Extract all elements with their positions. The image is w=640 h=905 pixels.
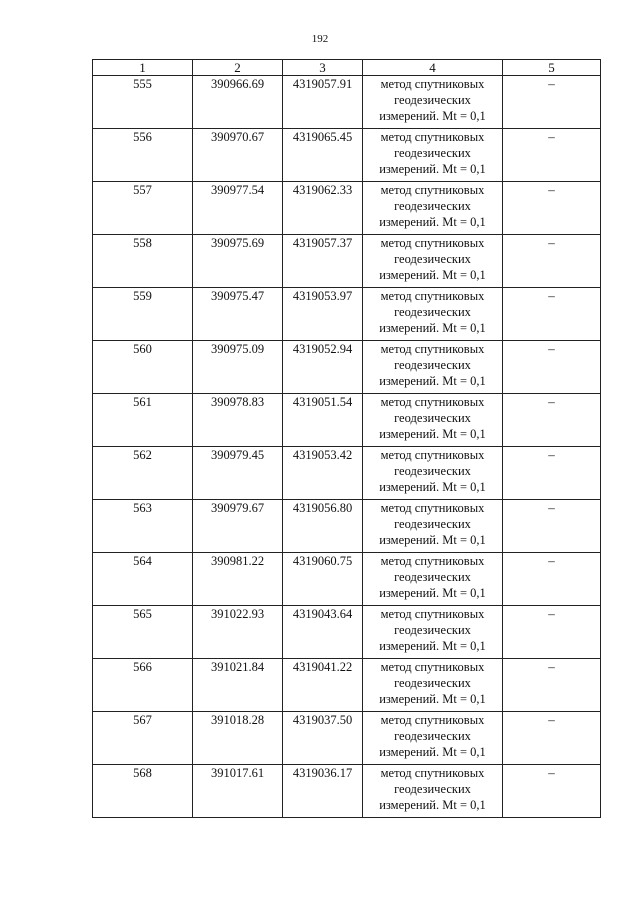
table-row <box>93 712 601 765</box>
method-line: метод спутниковых <box>380 607 485 621</box>
method-line: метод спутниковых <box>380 289 485 303</box>
method-cell <box>363 447 503 500</box>
method-cell <box>363 765 503 818</box>
point-number-cell: 562 <box>93 447 193 500</box>
coord-y-cell: 4319052.94 <box>283 341 363 394</box>
coord-x-cell: 390979.67 <box>193 500 283 553</box>
method-cell <box>363 288 503 341</box>
coord-y-cell: 4319037.50 <box>283 712 363 765</box>
coord-x-cell: 390975.09 <box>193 341 283 394</box>
method-line: геодезических <box>394 676 471 690</box>
method-cell <box>363 394 503 447</box>
table-row <box>93 553 601 606</box>
note-cell: – <box>503 394 601 447</box>
method-line: измерений. Mt = 0,1 <box>379 639 486 653</box>
method-line: метод спутниковых <box>380 713 485 727</box>
method-line: метод спутниковых <box>380 448 485 462</box>
table-row <box>93 129 601 182</box>
method-line: метод спутниковых <box>380 342 485 356</box>
method-line: геодезических <box>394 729 471 743</box>
method-line: геодезических <box>394 93 471 107</box>
method-line: измерений. Mt = 0,1 <box>379 798 486 812</box>
method-line: геодезических <box>394 146 471 160</box>
point-number-cell: 567 <box>93 712 193 765</box>
coord-x-cell: 390978.83 <box>193 394 283 447</box>
method-line: метод спутниковых <box>380 554 485 568</box>
coord-x-cell: 390966.69 <box>193 76 283 129</box>
method-cell <box>363 659 503 712</box>
method-line: измерений. Mt = 0,1 <box>379 162 486 176</box>
coord-x-cell: 390979.45 <box>193 447 283 500</box>
method-line: метод спутниковых <box>380 395 485 409</box>
coord-y-cell: 4319053.97 <box>283 288 363 341</box>
coord-y-cell: 4319065.45 <box>283 129 363 182</box>
coord-x-cell: 390975.69 <box>193 235 283 288</box>
method-line: геодезических <box>394 358 471 372</box>
point-number-cell: 557 <box>93 182 193 235</box>
method-line: геодезических <box>394 623 471 637</box>
method-cell <box>363 129 503 182</box>
method-line: метод спутниковых <box>380 77 485 91</box>
point-number-cell: 563 <box>93 500 193 553</box>
point-number-cell: 559 <box>93 288 193 341</box>
method-line: геодезических <box>394 464 471 478</box>
coord-y-cell: 4319060.75 <box>283 553 363 606</box>
page-number: 192 <box>311 33 329 45</box>
coord-y-cell: 4319056.80 <box>283 500 363 553</box>
method-line: геодезических <box>394 517 471 531</box>
method-line: метод спутниковых <box>380 501 485 515</box>
coord-x-cell: 391021.84 <box>193 659 283 712</box>
coord-y-cell: 4319053.42 <box>283 447 363 500</box>
method-line: измерений. Mt = 0,1 <box>379 374 486 388</box>
note-cell: – <box>503 341 601 394</box>
method-cell <box>363 553 503 606</box>
point-number-cell: 560 <box>93 341 193 394</box>
point-number-cell: 556 <box>93 129 193 182</box>
table-row <box>93 500 601 553</box>
method-line: измерений. Mt = 0,1 <box>379 109 486 123</box>
method-line: измерений. Mt = 0,1 <box>379 268 486 282</box>
coord-y-cell: 4319062.33 <box>283 182 363 235</box>
column-header-2: 2 <box>193 60 283 76</box>
note-cell: – <box>503 606 601 659</box>
point-number-cell: 566 <box>93 659 193 712</box>
method-line: метод спутниковых <box>380 660 485 674</box>
coord-x-cell: 390970.67 <box>193 129 283 182</box>
method-cell <box>363 500 503 553</box>
table-row <box>93 606 601 659</box>
point-number-cell: 561 <box>93 394 193 447</box>
coordinates-table <box>92 59 601 818</box>
column-header-3: 3 <box>283 60 363 76</box>
method-line: геодезических <box>394 199 471 213</box>
method-line: геодезических <box>394 252 471 266</box>
coord-x-cell: 391022.93 <box>193 606 283 659</box>
coord-y-cell: 4319057.91 <box>283 76 363 129</box>
table-row <box>93 76 601 129</box>
method-line: геодезических <box>394 782 471 796</box>
table-row <box>93 341 601 394</box>
method-cell <box>363 235 503 288</box>
method-line: измерений. Mt = 0,1 <box>379 745 486 759</box>
table-row <box>93 447 601 500</box>
note-cell: – <box>503 712 601 765</box>
note-cell: – <box>503 182 601 235</box>
coord-x-cell: 390975.47 <box>193 288 283 341</box>
note-cell: – <box>503 553 601 606</box>
point-number-cell: 565 <box>93 606 193 659</box>
header-row <box>93 60 601 76</box>
method-line: геодезических <box>394 305 471 319</box>
note-cell: – <box>503 129 601 182</box>
table-body <box>93 76 601 818</box>
method-cell <box>363 341 503 394</box>
method-line: геодезических <box>394 570 471 584</box>
point-number-cell: 564 <box>93 553 193 606</box>
method-line: измерений. Mt = 0,1 <box>379 533 486 547</box>
method-cell <box>363 606 503 659</box>
coord-y-cell: 4319057.37 <box>283 235 363 288</box>
method-line: метод спутниковых <box>380 130 485 144</box>
method-line: измерений. Mt = 0,1 <box>379 321 486 335</box>
coord-y-cell: 4319051.54 <box>283 394 363 447</box>
note-cell: – <box>503 765 601 818</box>
table-row <box>93 394 601 447</box>
column-header-1: 1 <box>93 60 193 76</box>
coord-x-cell: 390981.22 <box>193 553 283 606</box>
table-row <box>93 288 601 341</box>
method-cell <box>363 76 503 129</box>
method-line: измерений. Mt = 0,1 <box>379 427 486 441</box>
coord-y-cell: 4319041.22 <box>283 659 363 712</box>
point-number-cell: 568 <box>93 765 193 818</box>
coord-y-cell: 4319036.17 <box>283 765 363 818</box>
note-cell: – <box>503 659 601 712</box>
coord-x-cell: 391017.61 <box>193 765 283 818</box>
table-row <box>93 235 601 288</box>
table-row <box>93 182 601 235</box>
method-line: измерений. Mt = 0,1 <box>379 480 486 494</box>
method-line: измерений. Mt = 0,1 <box>379 586 486 600</box>
method-line: метод спутниковых <box>380 236 485 250</box>
coord-x-cell: 391018.28 <box>193 712 283 765</box>
note-cell: – <box>503 235 601 288</box>
note-cell: – <box>503 500 601 553</box>
point-number-cell: 558 <box>93 235 193 288</box>
table-row <box>93 659 601 712</box>
method-line: метод спутниковых <box>380 183 485 197</box>
method-cell <box>363 712 503 765</box>
column-header-5: 5 <box>503 60 601 76</box>
note-cell: – <box>503 288 601 341</box>
column-header-4: 4 <box>363 60 503 76</box>
coord-y-cell: 4319043.64 <box>283 606 363 659</box>
method-line: измерений. Mt = 0,1 <box>379 215 486 229</box>
point-number-cell: 555 <box>93 76 193 129</box>
method-line: метод спутниковых <box>380 766 485 780</box>
method-line: измерений. Mt = 0,1 <box>379 692 486 706</box>
note-cell: – <box>503 76 601 129</box>
note-cell: – <box>503 447 601 500</box>
method-cell <box>363 182 503 235</box>
table-row <box>93 765 601 818</box>
method-line: геодезических <box>394 411 471 425</box>
coord-x-cell: 390977.54 <box>193 182 283 235</box>
